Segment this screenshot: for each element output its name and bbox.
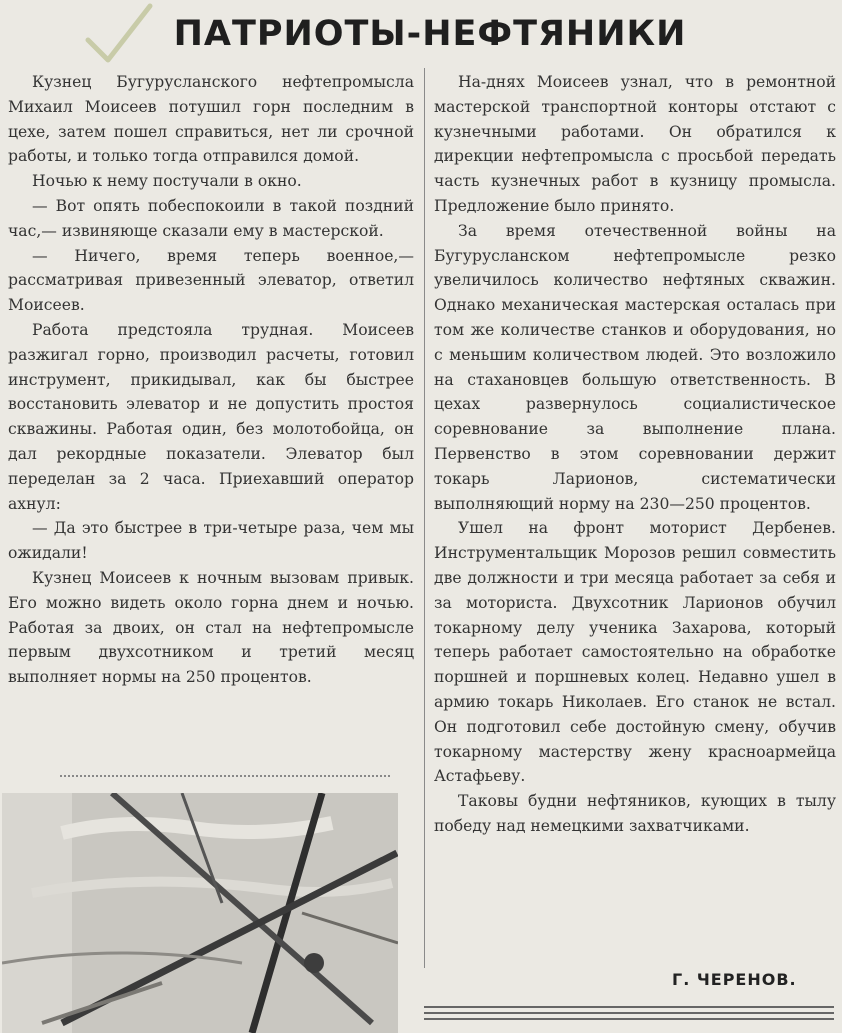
article-headline: ПАТРИОТЫ-НЕФТЯНИКИ [173, 14, 687, 54]
paragraph: Кузнец Моисеев к ночным вызовам привык. Его можно видеть около горна днем и ночью. Работая за двоих, он стал на нефтепромысле первым двухсотником и третий месяц выполняет нормы на 250 процентов. [8, 568, 414, 687]
paragraph: — Да это быстрее в три-четыре раза, чем мы ожидали! [8, 519, 414, 563]
photo-image [2, 793, 398, 1033]
paragraph: Ушел на фронт моторист Дербенев. Инструментальщик Морозов решил совместить две должности и три месяца работает за себя и за моториста. Двухсотник Ларионов обучил токарному делу ученика Захарова, который теперь работает самостоятельно на обработке поршней и поршневых колец. Недавно ушел в армию токарь Николаев. Его станок не встал. Он подготовил себе достойную смену, обучив токарному мастерству жену красноармейца Астафьеву. [434, 519, 836, 786]
paragraph: Работа предстояла трудная. Моисеев разжигал горно, производил расчеты, готовил инструмент, прикидывал, как бы быстрее восстановить элеватор и не допустить простоя скважины. Работая один, без молотобойца, он дал рекордные показатели. Элеватор был переделан за 2 часа. Приехавший оператор ахнул: [8, 320, 414, 513]
paragraph: Таковы будни нефтяников, кующих в тылу победу над немецкими захватчиками. [434, 792, 836, 835]
paragraph: — Ничего, время теперь военное,— рассматривая привезенный элеватор, ответил Моисеев. [8, 246, 414, 315]
newspaper-photo [2, 793, 398, 1033]
right-column [434, 70, 836, 839]
paragraph: За время отечественной войны на Бугурусланском нефтепромысле резко увеличилось количество нефтяных скважин. Однако механическая мастерская осталась при том же количестве станков и оборудования, но с меньшим количеством людей. Это возложило на стахановцев большую ответственность. В цехах развернулось социалистическое соревнование за выполнение плана. Первенство в этом соревновании держит токарь Ларионов, систематически выполняющий норму на 230—250 процентов. [434, 221, 836, 513]
author-signature: Г. ЧЕРЕНОВ. [672, 970, 797, 989]
paragraph: Ночью к нему постучали в окно. [32, 172, 302, 191]
paragraph: На-днях Моисеев узнал, что в ремонтной мастерской транспортной конторы отстают с кузнечными работами. Он обратился к дирекции нефтепромысла с просьбой передать часть кузнечных работ в кузницу промысла. Предложение было принято. [434, 73, 836, 215]
paragraph: — Вот опять побеспокоили в такой поздний час,— извиняюще сказали ему в мастерской. [8, 196, 414, 240]
paragraph: Кузнец Бугурусланского нефтепромысла Михаил Моисеев потушил горн последним в цехе, затем пошел справиться, нет ли срочной работы, и только тогда отправился домой. [8, 73, 414, 166]
column-divider [424, 68, 425, 968]
section-separator [60, 775, 390, 777]
bottom-rule [424, 1006, 834, 1024]
left-column [8, 70, 414, 690]
